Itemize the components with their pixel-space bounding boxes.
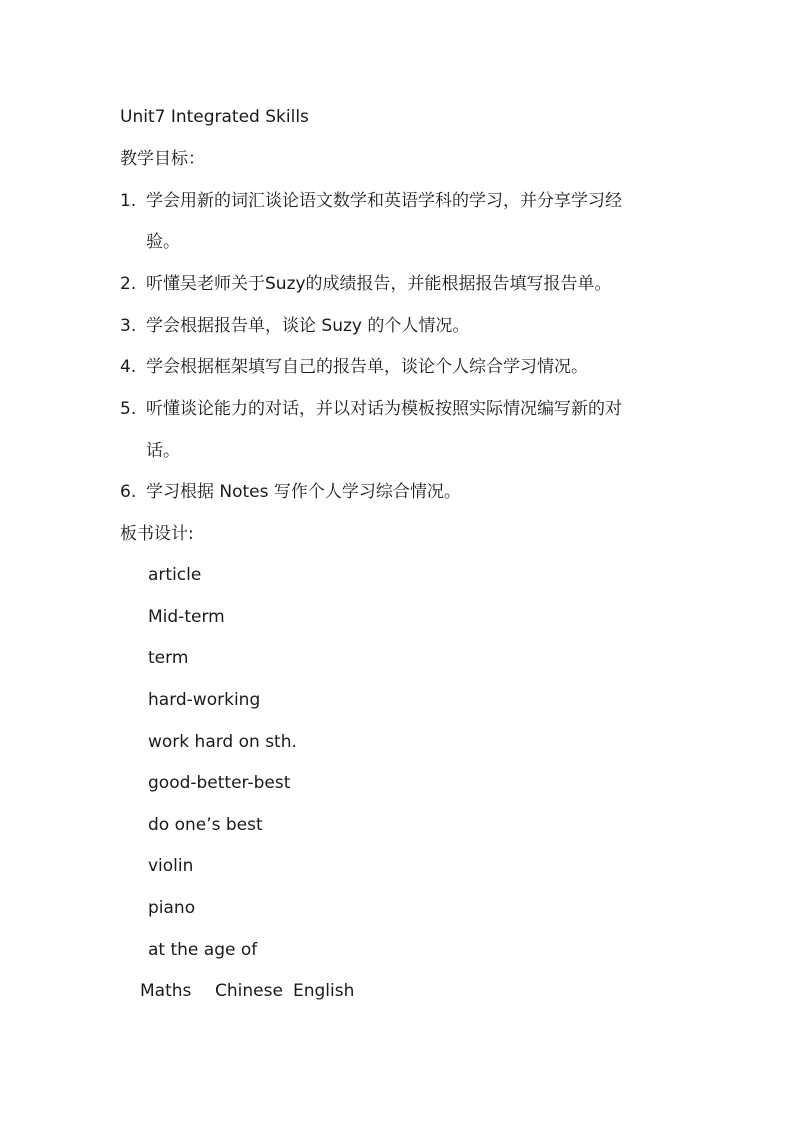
vocab-item: Mid-term [148,607,225,627]
document-title: Unit7 Integrated Skills [120,107,309,127]
vocab-item: good-better-best [148,773,291,793]
vocab-item: hard-working [148,690,261,710]
subject-label: English [293,981,355,1001]
objective-text: 听懂谈论能力的对话，并以对话为模板按照实际情况编写新的对 [146,399,622,419]
objective-text: 学会根据框架填写自己的报告单，谈论个人综合学习情况。 [146,357,588,377]
objective-text: 学习根据 Notes 写作个人学习综合情况。 [146,482,461,502]
vocab-item: work hard on sth. [148,732,297,752]
vocab-item: term [148,648,189,668]
board-design-heading: 板书设计: [120,524,194,544]
objective-number: 2. [120,274,137,294]
objective-number: 5. [120,399,137,419]
subject-label: Maths [140,981,192,1001]
vocab-item: do one’s best [148,815,263,835]
objective-text: 学会用新的词汇谈论语文数学和英语学科的学习，并分享学习经 [146,191,622,211]
objective-text-continued: 验。 [146,232,180,252]
objective-text-continued: 话。 [146,441,180,461]
objective-number: 6. [120,482,137,502]
objective-text: 学会根据报告单，谈论 Suzy 的个人情况。 [146,316,470,336]
subject-label: Chinese [215,981,283,1001]
objective-number: 3. [120,316,137,336]
objectives-heading: 教学目标： [120,149,205,169]
vocab-item: violin [148,856,194,876]
objective-number: 4. [120,357,137,377]
vocab-item: article [148,565,202,585]
objective-text: 听懂吴老师关于Suzy的成绩报告，并能根据报告填写报告单。 [146,274,612,294]
vocab-item: at the age of [148,940,258,960]
vocab-item: piano [148,898,196,918]
objective-number: 1. [120,191,137,211]
